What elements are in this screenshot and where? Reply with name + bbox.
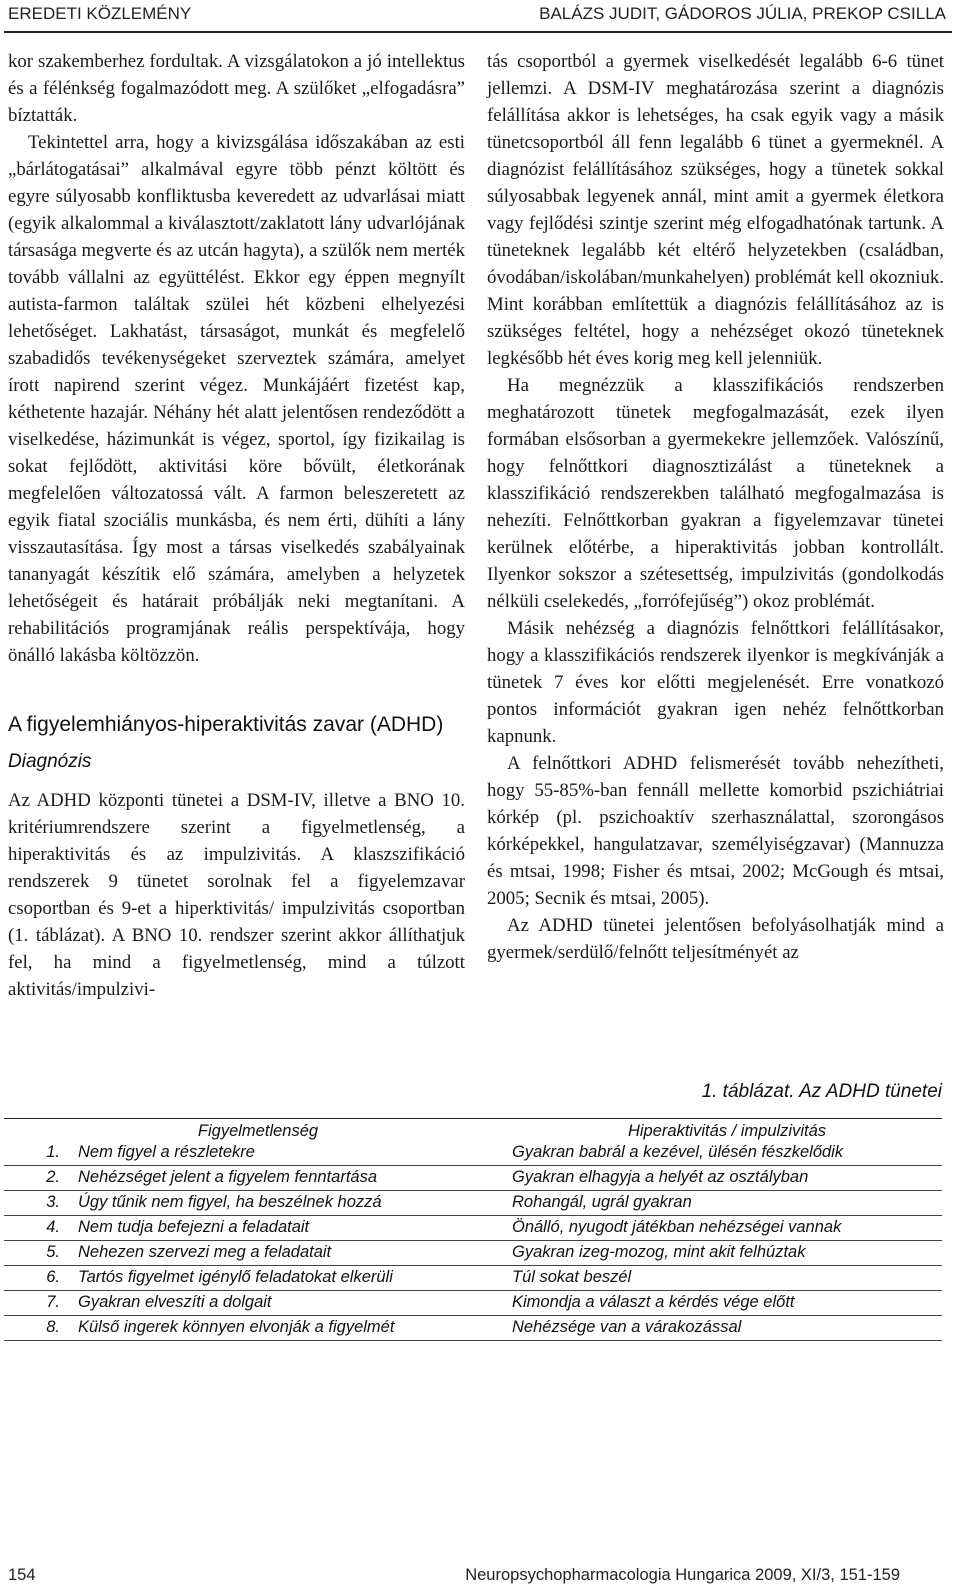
page-number: 154 <box>8 1566 36 1584</box>
symptoms-table <box>4 1118 942 1341</box>
left-column <box>8 48 465 1003</box>
row-number: 2. <box>4 1166 74 1191</box>
row-number: 8. <box>4 1316 74 1341</box>
running-header-authors: BALÁZS JUDIT, GÁDOROS JÚLIA, PREKOP CSILLA <box>539 4 946 23</box>
table-row <box>4 1316 942 1341</box>
right-paragraph-5: Az ADHD tünetei jelentősen befolyásolhatják mind a gyermek/serdülő/felnőtt teljesítményét az <box>487 915 944 963</box>
table-header-row <box>4 1119 942 1142</box>
table-row <box>4 1216 942 1241</box>
hyperactivity-symptom: Gyakran izeg-mozog, mint akit felhúztak <box>512 1241 942 1266</box>
left-paragraph-1: kor szakemberhez fordultak. A vizsgálatokon a jó intellektus és a félénkség fogalmazódott meg. A szülőket „elfogadásra” bíztatták. <box>8 51 465 126</box>
right-paragraph-1: tás csoportból a gyermek viselkedését legalább 6-6 tünet jellemzi. A DSM-IV meghatározása szerint a diagnózis felállítása akkor is lehetséges, ha csak egyik vagy a másik tünetcsoportból áll fenn legalább 6 tünet a gyermeknél. A diagnózist felállításához szükséges, hogy a tünetek sokkal súlyosabbak legyenek annál, mint amit a gyermek életkora vagy fejlődési szintje szerint még elfogadhatónak tartunk. A tüneteknek legalább két eltérő helyzetekben (családban, óvodában/iskolában/munkahelyen) problémát kell okozniuk. Mint korábban említettük a diagnózis felállításához az is szükséges feltétel, hogy a nehézséget okozó tüneteknek legkésőbb hét éves korig meg kell jelenniük. <box>487 51 944 369</box>
inattention-symptom: Külső ingerek könnyen elvonják a figyelmét <box>74 1316 512 1341</box>
hyperactivity-symptom: Gyakran babrál a kezével, ülésén fészkelődik <box>512 1141 942 1166</box>
inattention-symptom: Nem tudja befejezni a feladatait <box>74 1216 512 1241</box>
header-rule <box>4 31 952 33</box>
hyperactivity-symptom: Önálló, nyugodt játékban nehézségei vannak <box>512 1216 942 1241</box>
right-paragraph-3: Másik nehézség a diagnózis felnőttkori felállításakor, hogy a klasszifikációs rendszerek ilyenkor is megkívánják a tünetek 7 éves kor előtti megjelenését. Erre vonatkozó pontos információt gyakran igen nehéz felnőttkorban kapnunk. <box>487 618 944 747</box>
header-hyperactivity: Hiperaktivitás / impulzivitás <box>512 1119 942 1142</box>
table-row <box>4 1191 942 1216</box>
inattention-symptom: Úgy tűnik nem figyel, ha beszélnek hozzá <box>74 1191 512 1216</box>
row-number: 6. <box>4 1266 74 1291</box>
section-title: A figyelemhiányos-hiperaktivitás zavar (ADHD) <box>8 713 444 736</box>
row-number: 7. <box>4 1291 74 1316</box>
subsection-title: Diagnózis <box>8 751 92 772</box>
row-number: 5. <box>4 1241 74 1266</box>
table-row <box>4 1141 942 1166</box>
left-paragraph-3: Az ADHD központi tünetei a DSM-IV, illetve a BNO 10. kritériumrendszere szerint a figyelmetlenség, a hiperaktivitás és az impulzivitás. A klaszszifikáció rendszerek 9 tünetet sorolnak fel a figyelemzavar csoportban és 9-et a hiperktivitás/ impulzivitás csoportban (1. táblázat). A BNO 10. rendszer szerint akkor állíthatjuk fel, ha mind a figyelmetlenség, mind a túlzott aktivitás/impulzivi- <box>8 790 465 1000</box>
right-column <box>487 48 944 966</box>
inattention-symptom: Nehezen szervezi meg a feladatait <box>74 1241 512 1266</box>
right-paragraph-4: A felnőttkori ADHD felismerését tovább nehezítheti, hogy 55-85%-ban fennáll mellette komorbid pszichiátriai kórkép (pl. pszichoaktív szerhasználattal, szorongásos kórképekkel, hangulatzavar, személyiségzavar) (Mannuzza és mtsai, 1998; Fisher és mtsai, 2002; McGough és mtsai, 2005; Secnik és mtsai, 2005). <box>487 753 944 909</box>
left-paragraph-2: Tekintettel arra, hogy a kivizsgálása időszakában az esti „bárlátogatásai” alkalmával egyre több pénzt költött és egyre súlyosabb konfliktusba keveredett az udvarlásai miatt (egyik alkalommal a kiválasztott/zaklatott lány udvarlójának társasága megverte és az utcán hagyta), a szülők nem merték tovább vállalni az együttélést. Ekkor egy éppen megnyílt autista-farmon találtak szülei hét közbeni elhelyezési lehetőséget. Lakhatást, társaságot, munkát és megfelelő szabadidős tevékenységeket szerveztek számára, amelyet írott napirend szerint végez. Munkájáért fizetést kap, kéthetente hazajár. Néhány hét alatt jelentősen rendeződött a viselkedése, házimunkát is végez, sportol, így fizikailag is sokat fejlődött, aktivitási köre bővült, életkorának megfelelően változatossá vált. A farmon beleszeretett az egyik fiatal szociális munkásba, és nem érti, dühíti a lány visszautasítása. Így most a társas viselkedés szabályainak tananyagát készítik elő számára, amelyben a helyzetek lehetőségeit és határait próbálják neki megtanítani. A rehabilitációs programjának reális perspektívája, hogy önálló lakásba költözzön. <box>8 132 465 666</box>
row-number: 1. <box>4 1141 74 1166</box>
table-row <box>4 1241 942 1266</box>
hyperactivity-symptom: Kimondja a választ a kérdés vége előtt <box>512 1291 942 1316</box>
hyperactivity-symptom: Túl sokat beszél <box>512 1266 942 1291</box>
table-row <box>4 1266 942 1291</box>
header-inattention: Figyelmetlenség <box>4 1119 512 1142</box>
table-row <box>4 1291 942 1316</box>
row-number: 4. <box>4 1216 74 1241</box>
row-number: 3. <box>4 1191 74 1216</box>
hyperactivity-symptom: Nehézsége van a várakozással <box>512 1316 942 1341</box>
inattention-symptom: Gyakran elveszíti a dolgait <box>74 1291 512 1316</box>
table-row <box>4 1166 942 1191</box>
inattention-symptom: Nem figyel a részletekre <box>74 1141 512 1166</box>
hyperactivity-symptom: Rohangál, ugrál gyakran <box>512 1191 942 1216</box>
hyperactivity-symptom: Gyakran elhagyja a helyét az osztályban <box>512 1166 942 1191</box>
table-caption: 1. táblázat. Az ADHD tünetei <box>701 1081 942 1102</box>
inattention-symptom: Nehézséget jelent a figyelem fenntartása <box>74 1166 512 1191</box>
right-paragraph-2: Ha megnézzük a klasszifikációs rendszerben meghatározott tünetek megfogalmazását, ezek ilyen formában elsősorban a gyermekekre jellemzőek. Valószínű, hogy felnőttkori diagnosztizálást a tüneteknek a klasszifikáció rendszerekben található megfogalmazása is nehezíti. Felnőttkorban gyakran a figyelemzavar tünetei kerülnek előtérbe, a hiperaktivitás jobban kontrollált. Ilyenkor sokszor a szétesettség, impulzivitás (gondolkodás nélküli cselekedés, „forrófejűség”) okoz problémát. <box>487 375 944 612</box>
running-header-section: EREDETI KÖZLEMÉNY <box>8 4 192 23</box>
inattention-symptom: Tartós figyelmet igénylő feladatokat elkerüli <box>74 1266 512 1291</box>
journal-citation: Neuropsychopharmacologia Hungarica 2009, XI/3, 151-159 <box>465 1566 900 1584</box>
